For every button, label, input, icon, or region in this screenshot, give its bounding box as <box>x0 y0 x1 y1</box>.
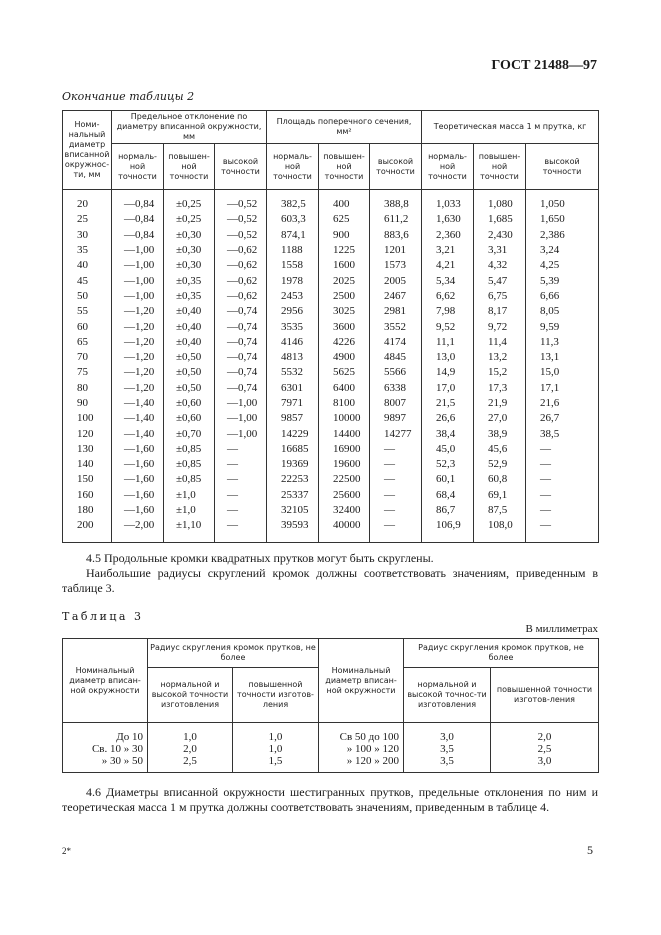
table-cell: — <box>215 457 267 472</box>
header-t3-nominal-right: Номинальный диаметр вписан-ной окружности <box>319 639 404 723</box>
table-cell: — <box>526 457 599 472</box>
table-cell: 1,050 <box>526 190 599 213</box>
table-cell: 180 <box>63 503 112 518</box>
table-row <box>63 319 599 334</box>
table-cell: —0,62 <box>215 289 267 304</box>
table-cell: 883,6 <box>370 228 422 243</box>
table-cell: 4174 <box>370 335 422 350</box>
table-cell: 1,0 <box>148 723 233 744</box>
table-cell: 6400 <box>319 381 370 396</box>
table-cell: —1,20 <box>112 335 164 350</box>
table-cell: 13,1 <box>526 350 599 365</box>
table-cell: 26,6 <box>422 411 474 426</box>
table-cell: ±0,30 <box>164 228 215 243</box>
header-mass-normal: нормаль-ной точности <box>422 144 474 190</box>
table-cell: 87,5 <box>474 503 526 518</box>
table-cell: 9897 <box>370 411 422 426</box>
table-cell: ±0,85 <box>164 472 215 487</box>
table-cell: 13,0 <box>422 350 474 365</box>
table-cell: —1,00 <box>215 426 267 441</box>
table-cell: —1,20 <box>112 381 164 396</box>
table-cell: 55 <box>63 304 112 319</box>
table-row <box>63 411 599 426</box>
table-row <box>63 442 599 457</box>
table-cell: ±0,60 <box>164 396 215 411</box>
table-cell: — <box>370 518 422 543</box>
table-cell: 10000 <box>319 411 370 426</box>
table-cell: 8100 <box>319 396 370 411</box>
table-cell: —0,74 <box>215 304 267 319</box>
table-cell: 80 <box>63 381 112 396</box>
table-cell: 388,8 <box>370 190 422 213</box>
table-cell: —1,60 <box>112 457 164 472</box>
table-cell: ±0,25 <box>164 212 215 227</box>
table-cell: 6,75 <box>474 289 526 304</box>
table-cell: —1,60 <box>112 488 164 503</box>
table-cell: Св. 10 » 30 <box>63 743 148 755</box>
table-cell: —1,00 <box>215 396 267 411</box>
table-cell: ±1,0 <box>164 488 215 503</box>
table-cell: 14400 <box>319 426 370 441</box>
table-row <box>63 457 599 472</box>
table-cell: 3,5 <box>404 743 491 755</box>
table-cell: 14229 <box>267 426 319 441</box>
table-cell: —1,00 <box>112 289 164 304</box>
table-row <box>63 472 599 487</box>
header-area-increased: повышен-ной точности <box>319 144 370 190</box>
table-cell: —0,74 <box>215 365 267 380</box>
table-row <box>63 518 599 543</box>
table-cell: 21,6 <box>526 396 599 411</box>
table-row <box>63 365 599 380</box>
table-cell: 38,4 <box>422 426 474 441</box>
table-cell: —0,52 <box>215 190 267 213</box>
table-cell: — <box>215 442 267 457</box>
header-dev-high: высокой точности <box>215 144 267 190</box>
table-cell: 4,25 <box>526 258 599 273</box>
table-cell: 8007 <box>370 396 422 411</box>
table-cell: — <box>526 472 599 487</box>
table-cell: 35 <box>63 243 112 258</box>
table-row <box>63 503 599 518</box>
table-cell: ±0,85 <box>164 442 215 457</box>
table-cell: 9,72 <box>474 319 526 334</box>
table-cell: 2,430 <box>474 228 526 243</box>
table-cell: 22253 <box>267 472 319 487</box>
table-row <box>63 304 599 319</box>
table-cell: 38,9 <box>474 426 526 441</box>
table-cell: 32400 <box>319 503 370 518</box>
table-cell: ±1,10 <box>164 518 215 543</box>
header-area: Площадь поперечного сечения, мм² <box>267 111 422 144</box>
table-cell: 40000 <box>319 518 370 543</box>
table-cell: 200 <box>63 518 112 543</box>
table-cell: — <box>370 442 422 457</box>
table-cell: 611,2 <box>370 212 422 227</box>
table-cell: —0,84 <box>112 228 164 243</box>
table-cell: 2453 <box>267 289 319 304</box>
table-cell: 30 <box>63 228 112 243</box>
table-cell: Св 50 до 100 <box>319 723 404 744</box>
table-cell: 3,0 <box>404 723 491 744</box>
table-cell: 86,7 <box>422 503 474 518</box>
table-cell: —0,52 <box>215 212 267 227</box>
table-cell: — <box>526 488 599 503</box>
table-cell: — <box>370 457 422 472</box>
table-cell: 60,8 <box>474 472 526 487</box>
table-cell: 17,0 <box>422 381 474 396</box>
table-cell: 4900 <box>319 350 370 365</box>
table-cell: 140 <box>63 457 112 472</box>
table-cell: — <box>526 503 599 518</box>
table-cell: » 120 » 200 <box>319 755 404 773</box>
table-cell: ±0,40 <box>164 319 215 334</box>
table-cell: 4,21 <box>422 258 474 273</box>
table-cell: 108,0 <box>474 518 526 543</box>
table-cell: 1,5 <box>233 755 319 773</box>
table-cell: 9,59 <box>526 319 599 334</box>
header-t3-increased-right: повышенной точности изготов-ления <box>491 668 599 723</box>
header-mass: Теоретическая масса 1 м прутка, кг <box>422 111 599 144</box>
table-cell: 32105 <box>267 503 319 518</box>
table-cell: —0,62 <box>215 273 267 288</box>
table-cell: —0,62 <box>215 258 267 273</box>
table-row <box>63 190 599 213</box>
table-cell: 19600 <box>319 457 370 472</box>
table-cell: 75 <box>63 365 112 380</box>
table-cell: 8,05 <box>526 304 599 319</box>
header-deviation: Предельное отклонение по диаметру вписанной окружности, мм <box>112 111 267 144</box>
table-cell: 16900 <box>319 442 370 457</box>
table-cell: 2,0 <box>491 723 599 744</box>
table-cell: 1978 <box>267 273 319 288</box>
table-cell: 2,5 <box>148 755 233 773</box>
table-cell: —0,52 <box>215 228 267 243</box>
table-cell: 20 <box>63 190 112 213</box>
header-nominal-diameter: Номи-нальный диаметр вписанной окружнос-ти, мм <box>63 111 112 190</box>
table-cell: 5,34 <box>422 273 474 288</box>
table-cell: 3552 <box>370 319 422 334</box>
table-cell: 9857 <box>267 411 319 426</box>
table-cell: — <box>215 518 267 543</box>
header-t3-increased-left: повышенной точности изготов-ления <box>233 668 319 723</box>
header-area-high: высокой точности <box>370 144 422 190</box>
table-cell: 5532 <box>267 365 319 380</box>
header-t3-normal-right: нормальной и высокой точнос-ти изготовления <box>404 668 491 723</box>
table-cell: 1,630 <box>422 212 474 227</box>
table-cell: 26,7 <box>526 411 599 426</box>
table-cell: 130 <box>63 442 112 457</box>
table-cell: —1,20 <box>112 304 164 319</box>
table-cell: 1573 <box>370 258 422 273</box>
table-cell: 3,21 <box>422 243 474 258</box>
header-dev-increased: повышен-ной точности <box>164 144 215 190</box>
table-cell: 1600 <box>319 258 370 273</box>
table-cell: » 30 » 50 <box>63 755 148 773</box>
table-cell: 1,080 <box>474 190 526 213</box>
table-cell: —0,74 <box>215 381 267 396</box>
table3-units: В миллиметрах <box>525 623 598 635</box>
table-row <box>63 212 599 227</box>
header-t3-radius-left: Радиус скругления кромок прутков, не более <box>148 639 319 668</box>
table-cell: — <box>370 472 422 487</box>
table-cell: 11,1 <box>422 335 474 350</box>
table-cell: » 100 » 120 <box>319 743 404 755</box>
table-cell: 2005 <box>370 273 422 288</box>
table-cell: 27,0 <box>474 411 526 426</box>
table-cell: —0,84 <box>112 190 164 213</box>
table-cell: —0,74 <box>215 350 267 365</box>
table-cell: ±0,30 <box>164 243 215 258</box>
table2-body <box>63 190 599 543</box>
table-cell: 6,66 <box>526 289 599 304</box>
table-row <box>63 273 599 288</box>
table-cell: —1,20 <box>112 365 164 380</box>
table-cell: 65 <box>63 335 112 350</box>
table-cell: 8,17 <box>474 304 526 319</box>
table-cell: 50 <box>63 289 112 304</box>
table-cell: —0,74 <box>215 319 267 334</box>
table-cell: 1,0 <box>233 743 319 755</box>
table-cell: 7971 <box>267 396 319 411</box>
table-cell: 2,386 <box>526 228 599 243</box>
table-cell: —1,60 <box>112 503 164 518</box>
table-cell: 40 <box>63 258 112 273</box>
document-code: ГОСТ 21488—97 <box>491 58 597 73</box>
header-area-normal: нормаль-ной точности <box>267 144 319 190</box>
table-cell: 106,9 <box>422 518 474 543</box>
table-cell: —1,40 <box>112 396 164 411</box>
table-cell: 69,1 <box>474 488 526 503</box>
table-cell: 2,5 <box>491 743 599 755</box>
table-cell: До 10 <box>63 723 148 744</box>
header-t3-normal-left: нормальной и высокой точности изготовления <box>148 668 233 723</box>
table-cell: 1225 <box>319 243 370 258</box>
table-cell: 52,3 <box>422 457 474 472</box>
table-cell: 3,24 <box>526 243 599 258</box>
table-cell: 4845 <box>370 350 422 365</box>
table-cell: 68,4 <box>422 488 474 503</box>
table-cell: —1,00 <box>215 411 267 426</box>
table-cell: 3,5 <box>404 755 491 773</box>
table-cell: — <box>370 503 422 518</box>
table-cell: 5,39 <box>526 273 599 288</box>
table2-caption: Окончание таблицы 2 <box>62 90 195 103</box>
table-row <box>63 289 599 304</box>
table-cell: 100 <box>63 411 112 426</box>
table-cell: 4813 <box>267 350 319 365</box>
table-cell: 2,360 <box>422 228 474 243</box>
table-2 <box>62 110 599 543</box>
table-cell: 2025 <box>319 273 370 288</box>
table-cell: —1,40 <box>112 411 164 426</box>
table-cell: 4226 <box>319 335 370 350</box>
table-cell: ±0,50 <box>164 381 215 396</box>
table-cell: 160 <box>63 488 112 503</box>
paragraph-4-5: 4.5 Продольные кромки квадратных прутков могут быть скруглены. <box>86 551 434 565</box>
table3-body <box>63 723 599 773</box>
header-mass-increased: повышен-ной точности <box>474 144 526 190</box>
table-cell: 15,0 <box>526 365 599 380</box>
table-cell: 1,650 <box>526 212 599 227</box>
table-cell: — <box>215 503 267 518</box>
table-cell: — <box>526 518 599 543</box>
table-cell: — <box>370 488 422 503</box>
header-t3-radius-right: Радиус скругления кромок прутков, не более <box>404 639 599 668</box>
table-cell: 70 <box>63 350 112 365</box>
table-cell: 4,32 <box>474 258 526 273</box>
table-cell: —1,20 <box>112 319 164 334</box>
header-dev-normal: нормаль-ной точности <box>112 144 164 190</box>
table-cell: 603,3 <box>267 212 319 227</box>
table-cell: 11,3 <box>526 335 599 350</box>
table-cell: 400 <box>319 190 370 213</box>
table-cell: ±0,50 <box>164 350 215 365</box>
table-row <box>63 243 599 258</box>
table-row <box>63 743 599 755</box>
table-cell: 382,5 <box>267 190 319 213</box>
table-cell: 9,52 <box>422 319 474 334</box>
table-cell: 1,685 <box>474 212 526 227</box>
table-cell: 5566 <box>370 365 422 380</box>
table-cell: 25 <box>63 212 112 227</box>
table-cell: —1,20 <box>112 350 164 365</box>
table-cell: ±0,40 <box>164 304 215 319</box>
table-cell: 5625 <box>319 365 370 380</box>
table-cell: 52,9 <box>474 457 526 472</box>
table-cell: 900 <box>319 228 370 243</box>
table-cell: —1,00 <box>112 273 164 288</box>
table-cell: 7,98 <box>422 304 474 319</box>
table-cell: 11,4 <box>474 335 526 350</box>
table-cell: 14277 <box>370 426 422 441</box>
table-row <box>63 426 599 441</box>
table-cell: —0,62 <box>215 243 267 258</box>
table-cell: 6,62 <box>422 289 474 304</box>
table-cell: 1188 <box>267 243 319 258</box>
table-cell: 16685 <box>267 442 319 457</box>
table-cell: ±0,50 <box>164 365 215 380</box>
table-cell: 3600 <box>319 319 370 334</box>
table-cell: 90 <box>63 396 112 411</box>
table-cell: 4146 <box>267 335 319 350</box>
table-cell: 17,1 <box>526 381 599 396</box>
table-cell: 21,5 <box>422 396 474 411</box>
table-cell: — <box>215 488 267 503</box>
table-cell: —1,00 <box>112 258 164 273</box>
table-cell: 39593 <box>267 518 319 543</box>
table-cell: ±0,70 <box>164 426 215 441</box>
table-cell: —0,74 <box>215 335 267 350</box>
table-cell: 3535 <box>267 319 319 334</box>
table-cell: 625 <box>319 212 370 227</box>
table-cell: ±0,30 <box>164 258 215 273</box>
header-mass-high: высокой точности <box>526 144 599 190</box>
table-cell: ±1,0 <box>164 503 215 518</box>
table-cell: 45,0 <box>422 442 474 457</box>
table-cell: 1,033 <box>422 190 474 213</box>
header-t3-nominal-left: Номинальный диаметр вписан-ной окружности <box>63 639 148 723</box>
table-cell: ±0,85 <box>164 457 215 472</box>
table-row <box>63 228 599 243</box>
table-row <box>63 755 599 773</box>
table-cell: 25337 <box>267 488 319 503</box>
table-3 <box>62 638 599 773</box>
table-cell: 45 <box>63 273 112 288</box>
table-cell: 2467 <box>370 289 422 304</box>
table-cell: 21,9 <box>474 396 526 411</box>
table-cell: ±0,25 <box>164 190 215 213</box>
table-cell: 14,9 <box>422 365 474 380</box>
table3-caption: Таблица 3 <box>62 610 144 623</box>
table-cell: 60 <box>63 319 112 334</box>
table-cell: ±0,35 <box>164 289 215 304</box>
table-cell: —2,00 <box>112 518 164 543</box>
table-cell: 38,5 <box>526 426 599 441</box>
table-row <box>63 488 599 503</box>
table-row <box>63 381 599 396</box>
table-row <box>63 258 599 273</box>
table-cell: — <box>215 472 267 487</box>
page-number: 5 <box>587 843 593 857</box>
table-cell: —1,00 <box>112 243 164 258</box>
table-cell: 3025 <box>319 304 370 319</box>
table-cell: 6301 <box>267 381 319 396</box>
table-cell: —1,40 <box>112 426 164 441</box>
table-cell: 1558 <box>267 258 319 273</box>
table-cell: 1,0 <box>233 723 319 744</box>
table-cell: 6338 <box>370 381 422 396</box>
table-cell: 22500 <box>319 472 370 487</box>
table-cell: 2500 <box>319 289 370 304</box>
table-row <box>63 723 599 744</box>
table-cell: 19369 <box>267 457 319 472</box>
table-row <box>63 396 599 411</box>
table-row <box>63 350 599 365</box>
table-row <box>63 335 599 350</box>
table-cell: —1,60 <box>112 472 164 487</box>
table-cell: 1201 <box>370 243 422 258</box>
table-cell: 3,31 <box>474 243 526 258</box>
table-cell: ±0,40 <box>164 335 215 350</box>
table-cell: 874,1 <box>267 228 319 243</box>
table-cell: —0,84 <box>112 212 164 227</box>
table-cell: 3,0 <box>491 755 599 773</box>
table-cell: 2956 <box>267 304 319 319</box>
table-cell: 60,1 <box>422 472 474 487</box>
table-cell: 5,47 <box>474 273 526 288</box>
table-cell: 120 <box>63 426 112 441</box>
table-cell: —1,60 <box>112 442 164 457</box>
table-cell: 150 <box>63 472 112 487</box>
paragraph-4-6: 4.6 Диаметры вписанной окружности шестигранных прутков, предельные отклонения по ним и теоретическая масса 1 м прутка должны соответствовать значениям, приведенным в таблице 4. <box>62 785 598 814</box>
table-cell: 17,3 <box>474 381 526 396</box>
table-cell: — <box>526 442 599 457</box>
sheet-mark: 2* <box>62 846 71 856</box>
paragraph-4-5-continued: Наибольшие радиусы скруглений кромок должны соответствовать значениям, приведенным в таблице 3. <box>62 566 598 595</box>
table-cell: 13,2 <box>474 350 526 365</box>
table-cell: 25600 <box>319 488 370 503</box>
table-cell: 2,0 <box>148 743 233 755</box>
table-cell: ±0,60 <box>164 411 215 426</box>
table-cell: 15,2 <box>474 365 526 380</box>
table-cell: 2981 <box>370 304 422 319</box>
table-cell: ±0,35 <box>164 273 215 288</box>
table-cell: 45,6 <box>474 442 526 457</box>
